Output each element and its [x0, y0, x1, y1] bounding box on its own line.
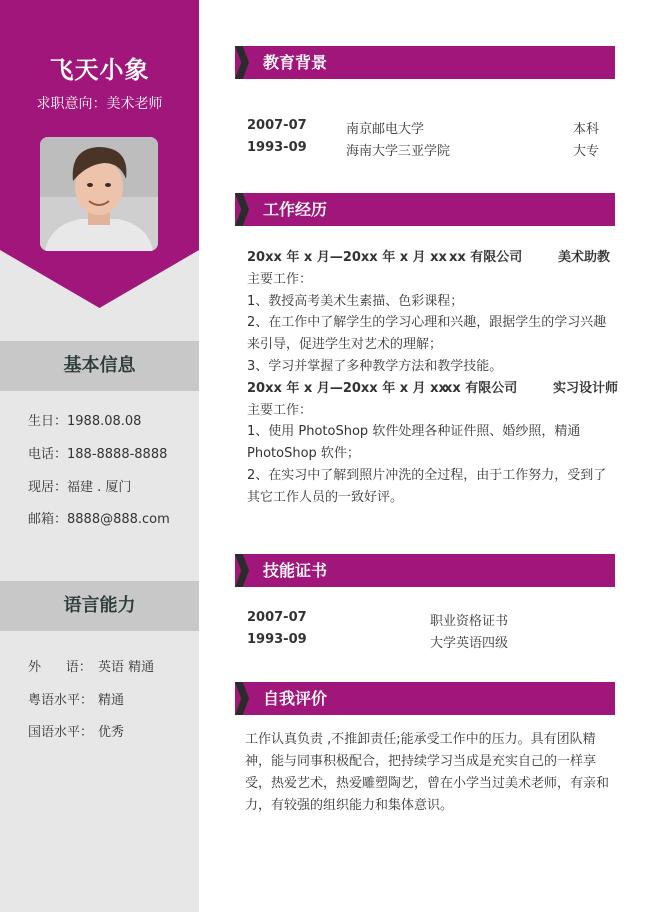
- duty-item: 1、使用 PhotoShop 软件处理各种证件照、婚纱照，精通PhotoShop 软件；: [247, 424, 581, 462]
- skills-section-header: [235, 554, 615, 587]
- language-heading: 语言能力: [0, 581, 199, 631]
- language-label: 粤语水平：: [28, 693, 94, 708]
- self-eval-text: 工作认真负责 ,不推卸责任;能承受工作中的压力。具有团队精神，能与同事积极配合，把持续学习当成是充实自己的一样享受，热爱艺术，热爱雕塑陶艺，曾在小学当过美术老师，有亲和力，有较强的组织能力和集体意识。: [245, 732, 610, 813]
- job-header: [247, 378, 619, 400]
- language-value: 精通: [98, 693, 125, 708]
- profile-photo: [40, 137, 158, 251]
- skill-year: 2007-07: [247, 610, 307, 625]
- edu-year: 1993-09: [247, 140, 307, 155]
- job-role: 实习设计师: [553, 380, 619, 396]
- chevron-right-icon: [235, 46, 249, 79]
- job-period: 20xx 年 x 月—20xx 年 x 月 xx: [247, 380, 447, 396]
- job-role: 美术助教: [558, 250, 611, 265]
- edu-school: 南京邮电大学: [346, 122, 425, 137]
- work-experience-body: [247, 247, 619, 509]
- language-item: [28, 689, 124, 708]
- work-section-header: [235, 193, 615, 226]
- language-label: 国语水平：: [28, 725, 94, 740]
- language-value: 英语 精通: [98, 660, 155, 675]
- duty-title: 主要工作：: [247, 402, 313, 418]
- duty-item: 1、教授高考美术生素描、色彩课程；: [247, 293, 464, 309]
- chevron-right-icon: [235, 682, 249, 715]
- section-title: 技能证书: [263, 561, 328, 580]
- edu-degree: 本科: [573, 122, 600, 137]
- skill-year: 1993-09: [247, 632, 307, 647]
- skill-cert: 大学英语四级: [430, 636, 509, 651]
- basic-info-heading: 基本信息: [0, 341, 199, 391]
- job-header: [247, 247, 619, 269]
- job-company: xx 有限公司: [449, 250, 523, 265]
- info-birthday: 生日：1988.08.08: [28, 414, 142, 429]
- chevron-right-icon: [235, 554, 249, 587]
- job-intent: 求职意向：美术老师: [36, 96, 163, 112]
- duty-item: 2、在工作中了解学生的学习心理和兴趣，跟据学生的学习兴趣来引导，促进学生对艺术的理解；: [247, 315, 607, 353]
- candidate-name: 飞天小象: [49, 56, 150, 84]
- info-email: 邮箱：8888@888.com: [28, 512, 170, 527]
- info-residence: 现居：福建 . 厦门: [28, 480, 132, 495]
- duty-item: 3、学习并掌握了多种教学方法和教学技能。: [247, 358, 503, 374]
- info-phone: 电话：188-8888-8888: [28, 447, 168, 462]
- duty-title: 主要工作：: [247, 271, 313, 287]
- skill-cert: 职业资格证书: [430, 614, 509, 629]
- language-label: 外 语：: [28, 660, 92, 675]
- section-title: 自我评价: [263, 689, 328, 708]
- education-section-header: [235, 46, 615, 79]
- language-item: [28, 721, 124, 740]
- language-item: [28, 656, 154, 675]
- person-portrait-icon: [40, 137, 158, 251]
- section-title: 工作经历: [263, 200, 328, 219]
- chevron-right-icon: [235, 193, 249, 226]
- edu-year: 2007-07: [247, 118, 307, 133]
- self-eval-section-header: [235, 682, 615, 715]
- duty-item: 2、在实习中了解到照片冲洗的全过程，由于工作努力，受到了其它工作人员的一致好评。: [247, 467, 607, 505]
- edu-degree: 大专: [573, 144, 600, 159]
- language-value: 优秀: [98, 725, 125, 740]
- job-period: 20xx 年 x 月—20xx 年 x 月 xx: [247, 250, 447, 265]
- section-title: 教育背景: [263, 53, 328, 72]
- edu-school: 海南大学三亚学院: [346, 144, 451, 159]
- job-company: xx 有限公司: [444, 380, 518, 396]
